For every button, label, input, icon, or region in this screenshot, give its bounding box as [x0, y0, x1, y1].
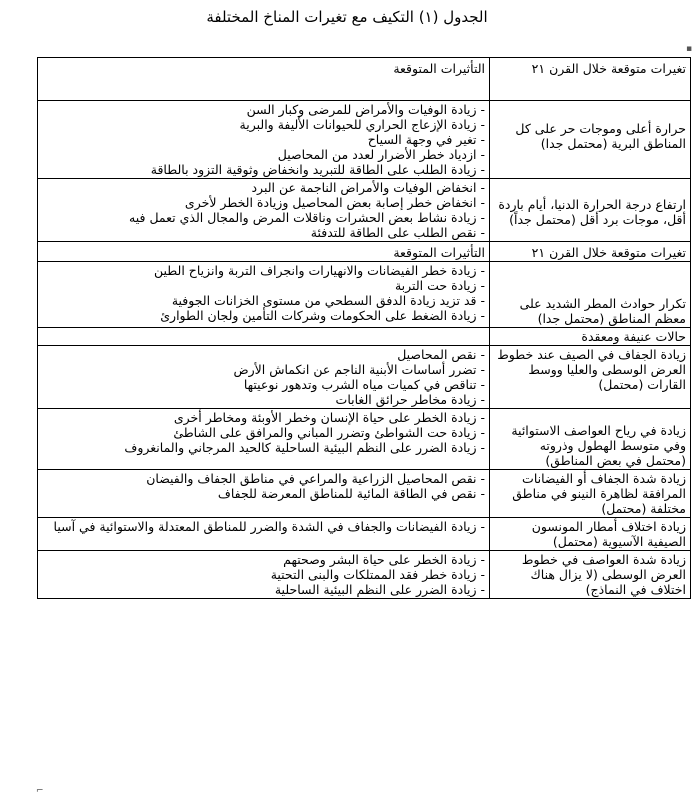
effect-item: - زيادة الضغط على الحكومات وشركات التأمين ولجان الطوارئ — [160, 308, 485, 323]
change-cell: حرارة أعلى وموجات حر على كل المناطق البرية (محتمل جدا) — [490, 101, 691, 179]
effects-list — [44, 263, 485, 323]
effect-item: - زيادة الخطر على حياة الإنسان وخطر الأوبئة ومخاطر أخرى — [173, 410, 485, 425]
effect-item: - زيادة نشاط بعض الحشرات وناقلات المرض والمجال الذي تعمل فيه — [129, 210, 485, 225]
change-cell: زيادة اختلاف أمطار المونسون الصيفية الآسيوية (محتمل) — [490, 518, 691, 551]
table-row — [38, 551, 691, 599]
table-row — [38, 518, 691, 551]
effect-item: - انخفاض خطر إصابة بعض المحاصيل وزيادة الخطر لأخرى — [184, 195, 485, 210]
effects-cell — [38, 551, 490, 599]
table-row — [38, 346, 691, 409]
effect-item: - تناقص في كميات مياه الشرب وتدهور نوعيتها — [243, 377, 485, 392]
table-row — [38, 101, 691, 179]
effects-list — [44, 102, 485, 177]
effects-cell — [38, 470, 490, 518]
change-cell: زيادة الجفاف في الصيف عند خطوط العرض الوسطى والعليا ووسط القارات (محتمل) — [490, 346, 691, 409]
effect-item: - انخفاض الوفيات والأمراض الناجمة عن البرد — [251, 180, 485, 195]
complex-heading-row — [38, 328, 691, 346]
complex-heading: حالات عنيفة ومعقدة — [490, 328, 691, 346]
header-col-changes: تغيرات متوقعة خلال القرن ٢١ — [490, 58, 691, 101]
effect-item: - زيادة الخطر على حياة البشر وصحتهم — [283, 552, 485, 567]
effect-item: - ازدياد خطر الأضرار لعدد من المحاصيل — [277, 147, 485, 162]
effects-list — [44, 180, 485, 240]
effect-item: - زيادة حت الشواطئ وتضرر المباني والمرافق على الشاطئ — [173, 425, 485, 440]
effect-item: - نقص المحاصيل الزراعية والمراعي في مناطق الجفاف والفيضان — [146, 471, 485, 486]
change-cell: تكرار حوادث المطر الشديد على معظم المناطق (محتمل جدا) — [490, 262, 691, 328]
subheader-col-effects: التأثيرات المتوقعة — [38, 242, 490, 262]
effects-list — [44, 347, 485, 407]
effect-item: - نقص الطلب على الطاقة للتدفئة — [310, 225, 485, 240]
effects-cell — [38, 262, 490, 328]
table-title: الجدول (١) التكيف مع تغيرات المناخ المختلفة — [206, 8, 488, 26]
table-row — [38, 262, 691, 328]
effect-item: - زيادة الضرر على النظم البيئية الساحلية كالحيد المرجاني والمانغروف — [124, 440, 485, 455]
table-row — [38, 470, 691, 518]
effect-item: - قد تزيد زيادة الدفق السطحي من مستوى الخزانات الجوفية — [171, 293, 485, 308]
change-cell: زيادة شدة الجفاف أو الفيضانات المرافقة لظاهرة النينو في مناطق مختلفة (محتمل) — [490, 470, 691, 518]
effect-item: - تغير في وجهة السياح — [367, 132, 485, 147]
header-col-effects: التأثيرات المتوقعة — [38, 58, 490, 101]
effect-item: - نقص في الطاقة المائية للمناطق المعرضة للجفاف — [217, 486, 485, 501]
effects-list — [44, 471, 485, 501]
effect-item: - زيادة الإزعاج الحراري للحيوانات الأليفة والبرية — [239, 117, 485, 132]
effect-item: - زيادة الوفيات والأمراض للمرضى وكبار السن — [246, 102, 485, 117]
table-anchor-marker: ▪ — [686, 44, 693, 54]
effect-item: - زيادة الضرر على النظم البيئية الساحلية — [274, 582, 485, 597]
table-subheader-row — [38, 242, 691, 262]
effects-cell — [38, 409, 490, 470]
effects-cell — [38, 346, 490, 409]
effect-item: - زيادة حت التربة — [394, 278, 485, 293]
effect-item: - تضرر أساسات الأبنية الناجم عن انكماش الأرض — [233, 362, 485, 377]
effects-cell — [38, 518, 490, 551]
effect-item: - زيادة خطر فقد الممتلكات والبنى التحتية — [270, 567, 485, 582]
change-cell: ارتفاع درجة الحرارة الدنيا، أيام باردة أقل، موجات برد أقل (محتمل جداً) — [490, 179, 691, 242]
effects-cell — [38, 101, 490, 179]
effects-cell — [38, 179, 490, 242]
effect-item: - نقص المحاصيل — [397, 347, 485, 362]
table-header-row — [38, 58, 691, 101]
subheader-col-changes: تغيرات متوقعة خلال القرن ٢١ — [490, 242, 691, 262]
table-resize-marker: ⌐ — [36, 786, 44, 796]
effects-list — [44, 519, 485, 534]
complex-heading-empty — [38, 328, 490, 346]
effects-list — [44, 552, 485, 597]
effects-list — [44, 410, 485, 455]
change-cell: زيادة في رياح العواصف الاستوائية وفي متوسط الهطول وذروته (محتمل في بعض المناطق) — [490, 409, 691, 470]
effect-item: - زيادة الطلب على الطاقة للتبريد وانخفاض وثوقية التزود بالطاقة — [150, 162, 485, 177]
table-row — [38, 409, 691, 470]
table-row — [38, 179, 691, 242]
climate-adaptation-table — [37, 57, 691, 599]
effect-item: - زيادة خطر الفيضانات والانهيارات وانجراف التربة وانزياح الطين — [153, 263, 485, 278]
effect-item: - زيادة مخاطر حرائق الغابات — [335, 392, 485, 407]
effect-item: - زيادة الفيضانات والجفاف في الشدة والضرر للمناطق المعتدلة والاستوائية في آسيا — [53, 519, 485, 534]
change-cell: زيادة شدة العواصف في خطوط العرض الوسطى (لا يزال هناك اختلاف في النماذج) — [490, 551, 691, 599]
